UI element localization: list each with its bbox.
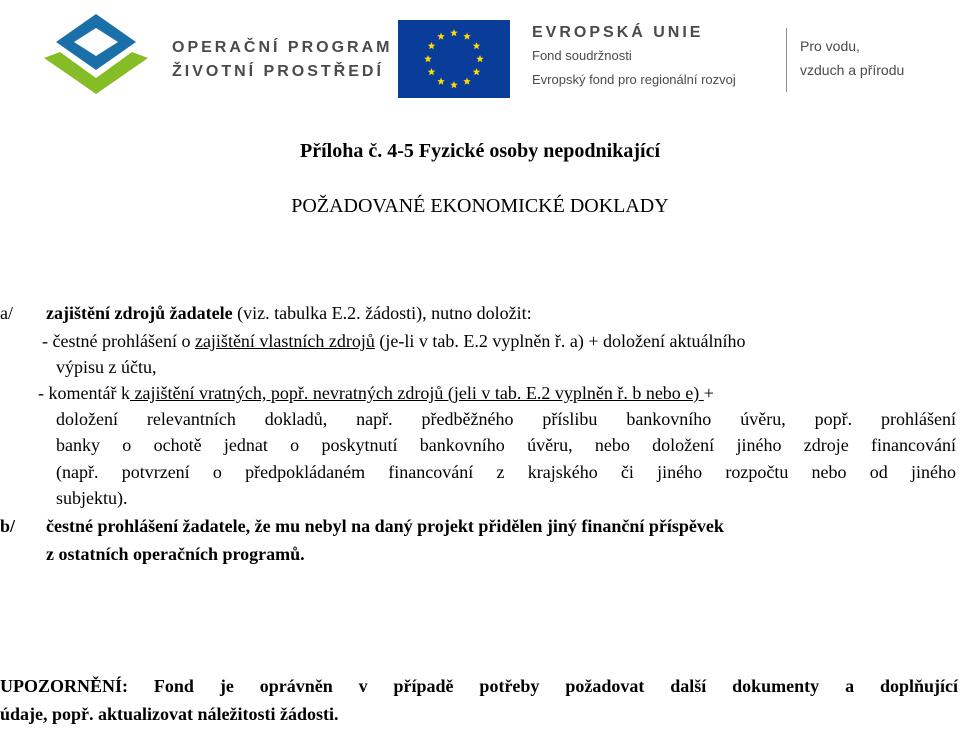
opzp-logo [36, 12, 156, 96]
eu-wordmark [532, 22, 736, 92]
item-a2-line3: banky o ochotě jednat o poskytnutí bankovního úvěru, nebo doložení jiného zdroje financování [56, 435, 956, 455]
item-a1-post: (je-li v tab. E.2 vyplněn ř. a) + doložení aktuálního [374, 331, 746, 351]
section-a-marker: a/ [0, 303, 13, 323]
opzp-wordmark [172, 36, 392, 84]
section-b-line1: čestné prohlášení žadatele, že mu nebyl na daný projekt přidělen jiný finanční příspěvek [46, 516, 724, 536]
section-a-heading-bold: zajištění zdrojů žadatele [46, 303, 233, 323]
slogan-line1: Pro vodu, [800, 38, 860, 54]
item-a2-line5: subjektu). [56, 488, 128, 508]
item-a1-pre: - čestné prohlášení o [42, 331, 195, 351]
section-b-line2: z ostatních operačních programů. [46, 544, 305, 564]
item-a1-underlined: zajištění vlastních zdrojů [194, 331, 375, 351]
item-a2-underlined: zajištění vratných, popř. nevratných zdrojů (jeli v tab. E.2 vyplněn ř. b nebo e) [129, 383, 704, 403]
slogan [800, 34, 904, 82]
document-subtitle: POŽADOVANÉ EKONOMICKÉ DOKLADY [291, 195, 669, 217]
notice-line2: údaje, popř. aktualizovat náležitosti žádosti. [0, 704, 339, 724]
item-a2-line2: doložení relevantních dokladů, např. předběžného příslibu bankovního úvěru, popř. prohlášení [56, 409, 956, 429]
item-a1 [42, 330, 745, 352]
notice-text-1: Fond je oprávněn v případě potřeby požadovat další dokumenty a doplňující [128, 676, 958, 696]
eu-fund-2: Evropský fond pro regionální rozvoj [532, 72, 736, 87]
opzp-line1: OPERAČNÍ PROGRAM [172, 39, 393, 56]
header [0, 0, 960, 110]
opzp-line2: ŽIVOTNÍ PROSTŘEDÍ [172, 63, 384, 80]
item-a1-continuation: výpisu z účtu, [56, 357, 157, 377]
item-a2-line4: (např. potvrzení o předpokládaném financování z krajského či jiného rozpočtu nebo od jiného [56, 462, 956, 482]
item-a2 [38, 382, 714, 404]
eu-fund-1: Fond soudržnosti [532, 48, 632, 63]
header-divider [786, 28, 787, 92]
notice-line1 [0, 675, 958, 697]
notice-label: UPOZORNĚNÍ: [0, 676, 129, 696]
item-a2-pre: - komentář k [38, 383, 130, 403]
document-title: Příloha č. 4-5 Fyzické osoby nepodnikající [300, 140, 660, 162]
slogan-line2: vzduch a přírodu [800, 62, 905, 78]
section-a-heading-rest: (viz. tabulka E.2. žádosti), nutno doložit: [232, 303, 532, 323]
eu-flag-icon [398, 20, 510, 98]
section-a-heading [46, 302, 532, 324]
item-a2-post: + [703, 383, 714, 403]
section-b-marker: b/ [0, 516, 16, 536]
eu-title: EVROPSKÁ UNIE [532, 24, 704, 41]
